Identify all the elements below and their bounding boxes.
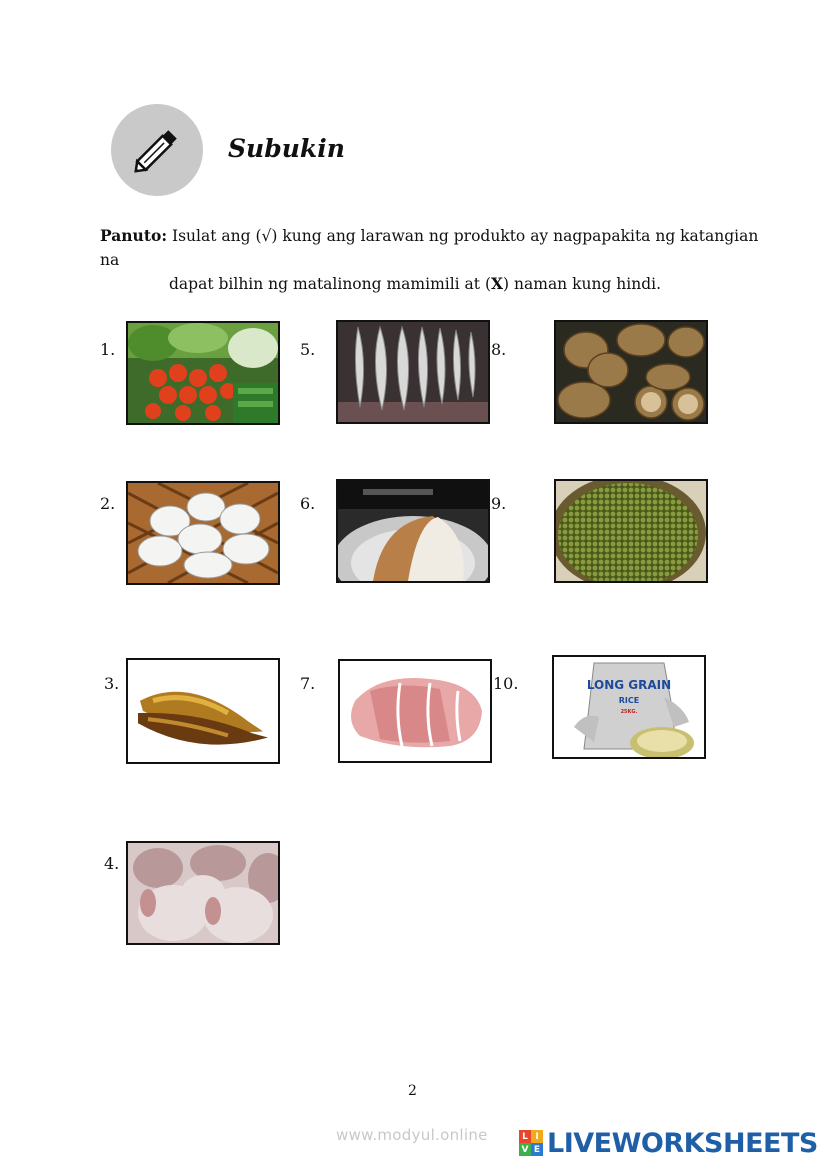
item-image-fish xyxy=(336,320,490,424)
item-number-8: 8. xyxy=(491,340,507,359)
logo-letter-e: E xyxy=(531,1143,543,1156)
brand-name: LIVEWORKSHEETS xyxy=(547,1127,818,1159)
instructions-line1: Isulat ang (√) kung ang larawan ng produkto ay nagpapakita ng katangian na xyxy=(100,227,759,269)
item-image-mung-beans xyxy=(554,479,708,583)
rice-sack-label-1: LONG GRAIN xyxy=(586,678,672,692)
rice-sack-label-3: 25KG. xyxy=(620,709,638,715)
item-number-4: 4. xyxy=(104,854,120,873)
item-image-potatoes xyxy=(554,320,708,424)
item-image-eggs xyxy=(126,481,280,585)
logo-letter-l: L xyxy=(519,1130,531,1143)
item-number-7: 7. xyxy=(300,674,316,693)
item-image-chicken xyxy=(126,841,280,945)
rice-sack-label-2: RICE xyxy=(618,696,640,705)
item-number-2: 2. xyxy=(100,494,116,513)
item-number-3: 3. xyxy=(104,674,120,693)
liveworksheets-brand[interactable] xyxy=(519,1128,818,1158)
item-image-vegetables xyxy=(126,321,280,425)
item-image-bread xyxy=(336,479,490,583)
item-number-10: 10. xyxy=(493,674,519,693)
watermark: www.modyul.online xyxy=(336,1126,488,1144)
item-image-pork xyxy=(338,659,492,763)
liveworksheets-logo-icon xyxy=(519,1130,543,1156)
pencil-icon xyxy=(127,120,187,180)
item-number-1: 1. xyxy=(100,340,116,359)
item-number-9: 9. xyxy=(491,494,507,513)
item-number-5: 5. xyxy=(300,340,316,359)
instructions-line2-prefix: dapat bilhin ng matalinong mamimili at ( xyxy=(169,275,492,293)
item-number-6: 6. xyxy=(300,494,316,513)
instructions-line2-suffix: ) naman kung hindi. xyxy=(503,275,662,293)
section-title: Subukin xyxy=(228,134,345,163)
logo-letter-v: V xyxy=(519,1143,531,1156)
pencil-badge xyxy=(111,104,203,196)
instructions-x-mark: X xyxy=(491,274,504,293)
instructions-label: Panuto: xyxy=(100,226,168,245)
instructions xyxy=(100,224,760,296)
instructions-line2 xyxy=(100,272,760,296)
page-number: 2 xyxy=(408,1083,417,1099)
item-image-rice-sack xyxy=(552,655,706,759)
item-image-bananas xyxy=(126,658,280,764)
logo-letter-i: I xyxy=(531,1130,543,1143)
